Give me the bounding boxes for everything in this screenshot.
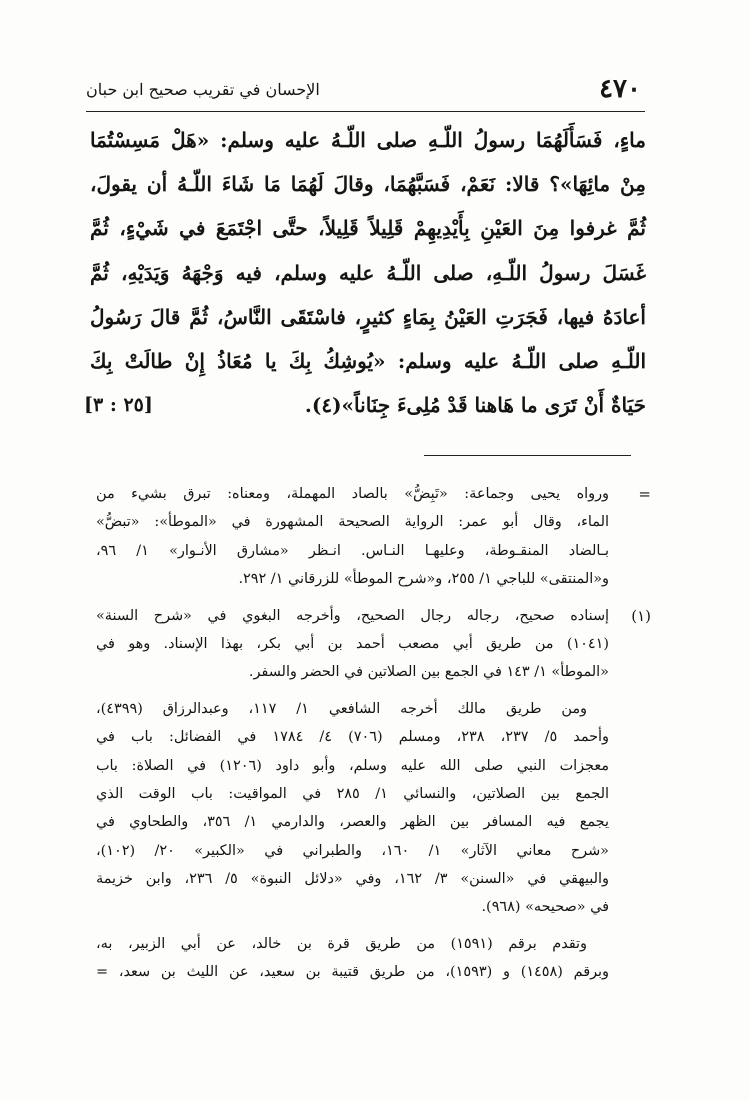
footnote-line: إسناده صحيح، رجاله رجال الصحيح، وأخرجه البغوي في «شرح السنة» [96,607,609,624]
footnote-line: «الموطأ» ١/ ١٤٣ في الجمع بين الصلاتين في الحضر والسفر. [248,664,609,681]
footnote-line: «شرح معاني الآثار» ١/ ١٦٠، والطبراني في «الكبير» ٢٠/ (١٠٢)، [96,842,609,859]
footnote-line: و«المنتقى» للباجي ١/ ٢٥٥، و«شرح الموطأ» للزرقاني ١/ ٢٩٢. [238,571,609,588]
hadith-reference: [٢٥ : ٣] [84,394,153,417]
main-text-line: مِنْ مائِهَا»؟ قالا: نَعَمْ، فَسَبَّهُمَا، وقالَ لَهُمَا مَا شَاءَ اللّـهُ أن يقولَ، [90,172,646,197]
footnote-line: يجمع فيه المسافر بين الظهر والعصر، والدارمي ١/ ٣٥٦، والطحاوي في [96,814,609,831]
header-rule [86,111,645,112]
main-text-line: غَسَلَ رسولُ اللّـهِ، صلى اللّـهُ عليه وسلم، فيه وَجْهَهُ وَيَدَيْهِ، ثُمَّ [90,260,646,285]
footnote-marker: (١) [631,606,651,625]
continuation-marker: = [638,485,651,503]
footnote-line: معجزات النبي صلى الله عليه وسلم، وأبو داود (١٢٠٦) في الصلاة: باب [96,757,609,774]
main-text [84,118,647,427]
footnote-line: بـالضاد المنقـوطة، وعليهـا النـاس. انـظر «مشارق الأنـوار» ١/ ٩٦، [96,542,609,559]
footnote-line: في «صحيحه» (٩٦٨). [481,899,609,916]
main-text-line: اللّـهِ صلى اللّـهُ عليه وسلم: «يُوشِكُ بِكَ يا مُعَاذُ إِنْ طالَتْ بِكَ [90,348,646,373]
footnote-1-paragraph-2 [96,695,649,922]
footnote-line: (١٠٤١) من طريق أبي مصعب أحمد بن أبي بكر، بهذا الإسناد. وهو في [96,635,609,652]
main-text-line: حَيَاةٌ أَنْ تَرَى ما هَاهنا قَدْ مُلِىءَ جِنَاناً»(٤). [304,393,646,418]
footnote-1-paragraph-3 [96,930,649,987]
footnote-1 [96,602,649,687]
footnote-line: وأحمد ٥/ ٢٣٧، ٢٣٨، ومسلم (٧٠٦) ٤/ ١٧٨٤ في الفضائل: باب في [96,729,609,746]
footnote-line: وتقدم برقم (١٥٩١) من طريق قرة بن خالد، عن أبي الزبير، به، [96,935,587,952]
footnote-line: ومن طريق مالك أخرجه الشافعي ١/ ١١٧، وعبدالرزاق (٤٣٩٩)، [96,700,587,717]
main-text-line: أعادَهُ فيها، فَجَرَتِ العَيْنُ بِمَاءٍ كثيرٍ، فاسْتَقَى النَّاسُ، ثُمَّ قالَ رَسُولُ [90,304,646,329]
footnote-line: الجمع بين الصلاتين، والنسائي ١/ ٢٨٥ في المواقيت: باب الوقت الذي [96,785,609,802]
running-title: الإحسان في تقريب صحيح ابن حبان [86,80,320,99]
footnote-line: وبرقم (١٤٥٨) و (١٥٩٣)، من طريق قتيبة بن سعيد، عن الليث بن سعد، = [96,964,609,981]
page-header [86,72,641,108]
main-text-last-line [84,383,646,427]
main-text-line: ثُمَّ غرفوا مِنَ العَيْنِ بِأَيْدِيهِمْ قَلِيلاً قَلِيلاً، حتَّى اجْتَمَعَ في شَيْءٍ، ثُمَّ [90,216,647,241]
footnote-line: ورواه يحيى وجماعة: «تَبِضُّ» بالصاد المهملة، ومعناه: تبرق بشيء من [96,486,609,502]
footnote-line: الماء، وقال أبو عمر: الرواية الصحيحة المشهورة في «الموطأ»: «تبضُّ» [96,514,609,531]
main-text-line: ماءٍ، فَسَأَلَهُمَا رسولُ اللّـهِ صلى اللّـهُ عليه وسلم: «هَلْ مَسِسْتُمَا [90,128,646,152]
footnote-continuation [96,480,649,594]
footnotes [96,480,649,995]
footnote-line: والبيهقي في «السنن» ٣/ ١٦٢، وفي «دلائل النبوة» ٥/ ٢٣٦، وابن خزيمة [96,871,609,888]
footnote-separator [424,455,631,456]
page-number: ٤٧٠ [599,74,641,104]
